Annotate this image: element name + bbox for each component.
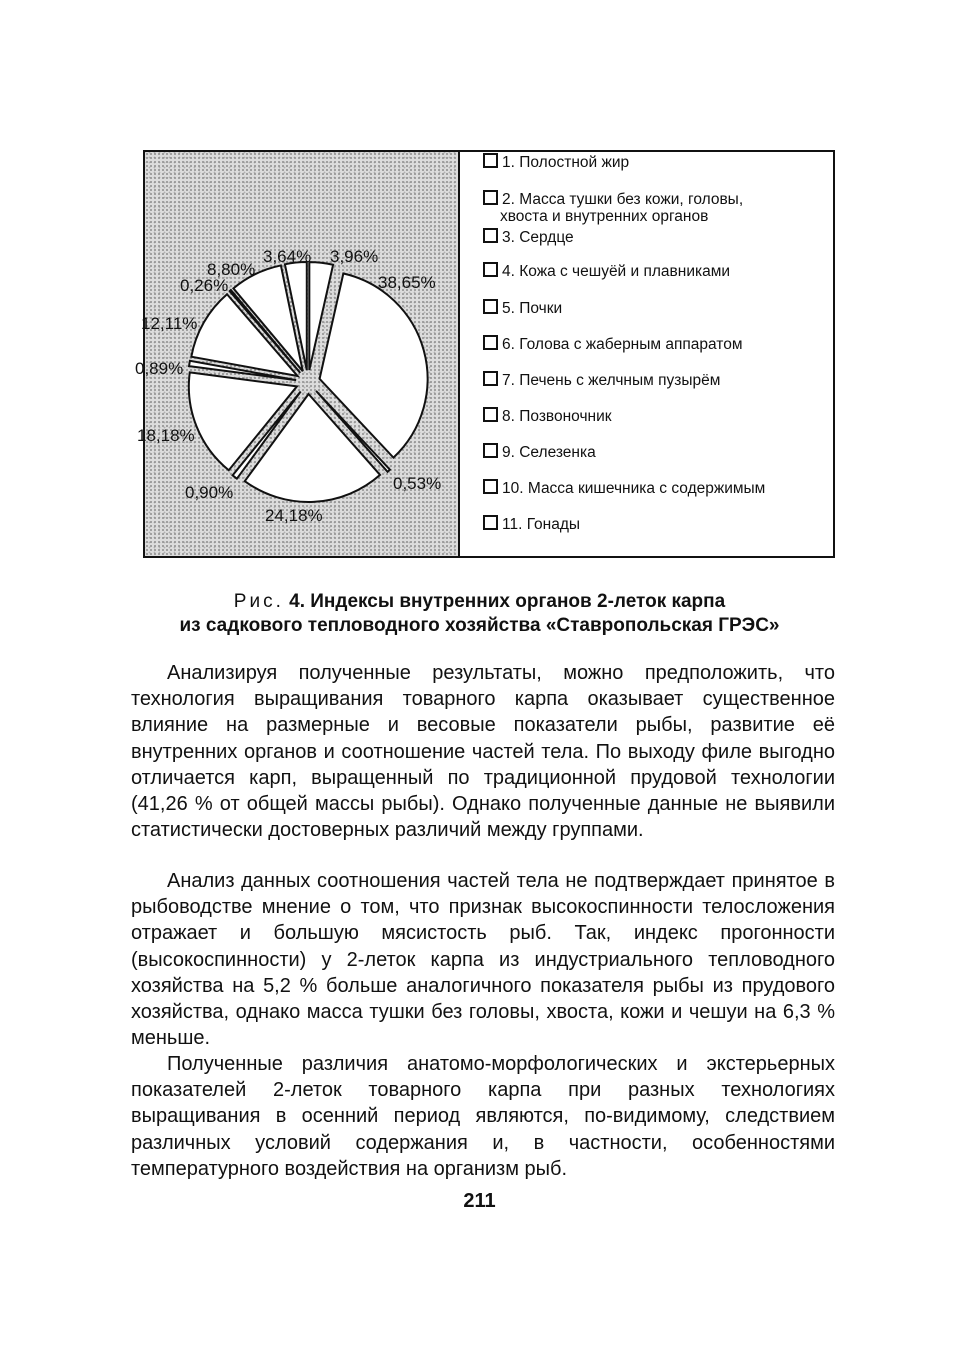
slice-label-3-96: 3,96%: [330, 247, 379, 266]
chart-figure: [135, 150, 835, 558]
slice-label-3-64: 3,64%: [263, 247, 312, 266]
legend-swatch: [483, 153, 498, 168]
slice-label-24-18: 24,18%: [265, 506, 323, 525]
caption-line-1: 4. Индексы внутренних органов 2-леток карпа: [289, 591, 726, 612]
legend-swatch: [483, 371, 498, 386]
legend-item-2: [483, 190, 828, 225]
caption-prefix: Рис.: [233, 591, 284, 612]
figure-caption: [100, 590, 859, 614]
caption-line-2: из садкового тепловодного хозяйства «Ставропольская ГРЭС»: [179, 615, 780, 636]
legend-item-11: [483, 515, 828, 533]
legend-item-7: [483, 371, 828, 389]
pie-chart: [135, 152, 458, 556]
slice-label-0-89: 0,89%: [135, 359, 184, 378]
legend-label: 6. Голова с жаберным аппаратом: [502, 336, 743, 353]
legend-item-6: [483, 335, 828, 353]
legend-swatch: [483, 335, 498, 350]
body-paragraph-2: Анализ данных соотношения частей тела не подтверждает принятое в рыбоводстве мнение о том, что признак высокоспинности телосложения отражает и большую мясистость рыб. Так, индекс прогонности (высокоспинности) у 2-леток карпа из индустриального тепловодного хозяйства на 5,2 % больше аналогичного показателя рыбы из прудового хозяйства, однако масса тушки без головы, хвоста, кожи и чешуи на 6,3 % меньше.: [131, 870, 835, 1050]
legend-swatch: [483, 407, 498, 422]
slice-label-0-26: 0,26%: [180, 276, 229, 295]
slice-label-18-18: 18,18%: [137, 426, 195, 445]
legend-label: 9. Селезенка: [502, 444, 596, 461]
legend-swatch: [483, 443, 498, 458]
legend-item-1: [483, 153, 828, 171]
legend-item-5: [483, 299, 828, 317]
legend-label: 5. Почки: [502, 300, 563, 317]
slice-label-0-90: 0,90%: [185, 483, 234, 502]
legend-item-10: [483, 479, 828, 497]
legend-item-8: [483, 407, 828, 425]
legend-label: 2. Масса тушки без кожи, головы,: [502, 191, 744, 208]
legend-swatch: [483, 479, 498, 494]
slice-label-12-11: 12,11%: [141, 314, 198, 333]
legend-swatch: [483, 299, 498, 314]
legend-label: 11. Гонады: [502, 516, 581, 533]
legend-swatch: [483, 190, 498, 205]
pie-plot-area: [135, 152, 460, 556]
legend-swatch: [483, 262, 498, 277]
body-paragraph-1: Анализируя полученные результаты, можно предположить, что технология выращивания товарного карпа оказывает существенное влияние на размерные и весовые показатели рыбы, развитие её внутренних органов и соотношение частей тела. По выходу филе выгодно отличается карп, выращенный по традиционной прудовой технологии (41,26 % от общей массы рыбы). Однако полученные данные не выявили статистически достоверных различий между группами.: [131, 662, 835, 842]
legend-label: 3. Сердце: [502, 229, 574, 246]
legend-label: 4. Кожа с чешуёй и плавниками: [502, 263, 731, 280]
legend-label: хвоста и внутренних органов: [500, 208, 709, 225]
legend-swatch: [483, 515, 498, 530]
page-number: 211: [463, 1190, 496, 1212]
legend-label: 7. Печень с желчным пузырём: [502, 372, 721, 389]
body-paragraph-3: Полученные различия анатомо-морфологических и экстерьерных показателей 2-леток товарного карпа при разных технологиях выращивания в осенний период являются, по-видимому, следствием различных условий содержания и, в частности, особенностями температурного воздействия на организм рыб.: [131, 1053, 835, 1180]
chart-legend: [463, 152, 831, 556]
legend-label: 8. Позвоночник: [502, 408, 612, 425]
legend-label: 10. Масса кишечника с содержимым: [502, 480, 766, 497]
slice-label-8-80: 8,80%: [207, 260, 256, 279]
legend-item-9: [483, 443, 828, 461]
slice-label-38-65: 38,65%: [378, 273, 436, 292]
legend-label: 1. Полостной жир: [502, 154, 630, 171]
slice-label-0-53: 0,53%: [393, 474, 442, 493]
legend-item-4: [483, 262, 828, 280]
legend-item-3: [483, 228, 828, 246]
legend-swatch: [483, 228, 498, 243]
